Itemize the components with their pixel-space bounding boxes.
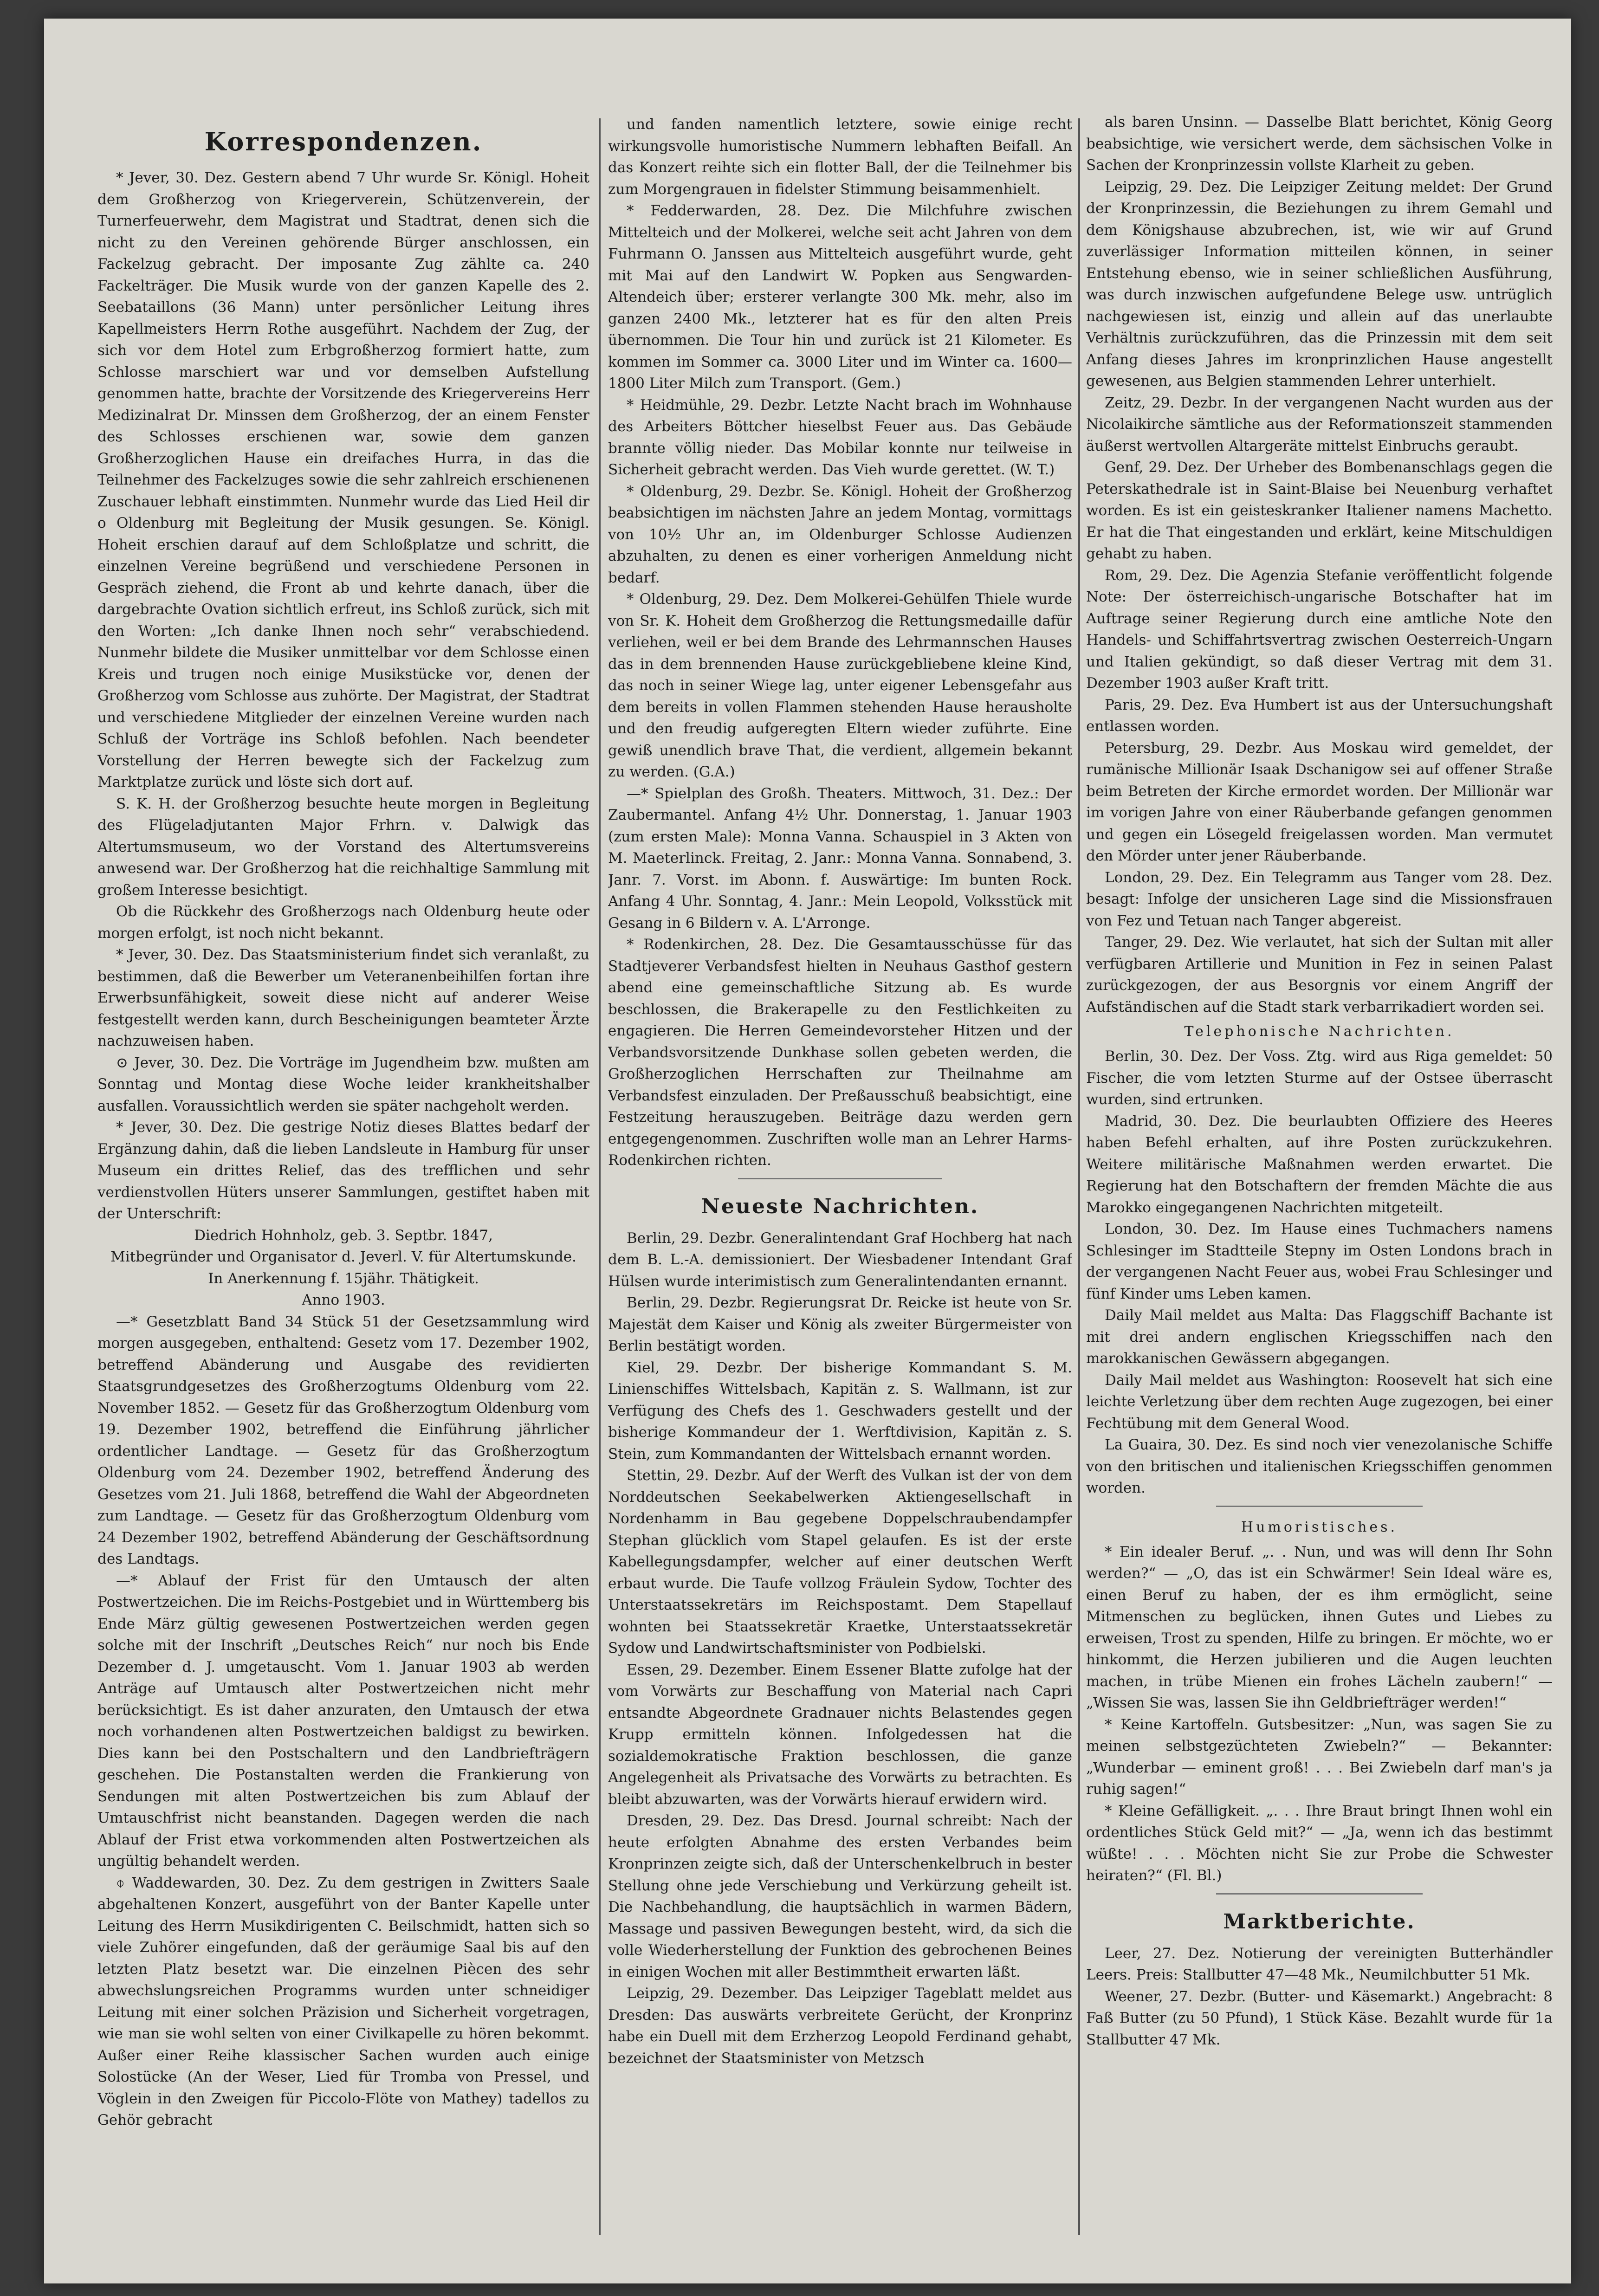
article: Essen, 29. Dezember. Einem Essener Blatte zufolge hat der vom Vorwärts zur Beschaffung von Material nach Capri entsandte Abgeordnete Gradnauer nichts Belastendes gegen Krupp ermitteln können. Infolgedessen hat die sozialdemokratische Fraktion beschlossen, die ganze Angelegenheit als Privatsache des Vorwärts zu betrachten. Es bleibt abzuwarten, was der Vorwärts hierauf erwidern wird. [608,1661,1072,1808]
article: * Jever, 30. Dez. Die gestrige Notiz dieses Blattes bedarf der Ergänzung dahin, daß die lieben Landsleute in Hamburg für unser Museum ein drittes Relief, das des trefflichen und sehr verdienstvollen Hüters unserer Sammlungen, gestiftet haben mit der Unterschrift: [97,1119,589,1222]
article: Kiel, 29. Dezbr. Der bisherige Kommandant S. M. Linienschiffes Wittelsbach, Kapitän z. S. Wallmann, ist zur Verfügung des Chefs des 1. Geschwaders gestellt und der bisherige Kommandeur der 1. Werftdivision, Kapitän z. S. Stein, zum Kommandanten der Wittelsbach ernannt worden. [608,1359,1072,1462]
article: Berlin, 29. Dezbr. Regierungsrat Dr. Reicke ist heute von Sr. Majestät dem Kaiser und König als zweiter Bürgermeister von Berlin bestätigt worden. [608,1294,1072,1354]
article: Daily Mail meldet aus Malta: Das Flaggschiff Bachante ist mit drei andern englischen Kriegsschiffen nach den marokkanischen Gewässern abgegangen. [1086,1307,1553,1367]
article: * Jever, 30. Dez. Gestern abend 7 Uhr wurde Sr. Königl. Hoheit dem Großherzog von Kriegerverein, Schützenverein, der Turnerfeuerwehr, dem Magistrat und Stadtrat, denen sich die nicht zu den Vereinen gehörende Bürger anschlossen, ein Fackelzug gebracht. Der imposante Zug zählte ca. 240 Fackelträger. Die Musik wurde von der ganzen Kapelle des 2. Seebataillons (36 Mann) unter persönlicher Leitung ihres Kapellmeisters Herrn Rothe ausgeführt. Nachdem der Zug, der sich vor dem Hotel zum Erbgroßherzog formiert hatte, zum Schlosse marschiert war und vor demselben Aufstellung genommen hatte, brachte der Vorsitzende des Kriegervereins Herr Medizinalrat Dr. Minssen dem Großherzog, der an einem Fenster des Schlosses erschienen war, sowie dem ganzen Großherzoglichen Hause ein dreifaches Hurra, in das die Teilnehmer des Fackelzuges sowie die sehr zahlreich erschienenen Zuschauer lebhaft einstimmten. Nunmehr wurde das Lied Heil dir o Oldenburg mit Begleitung der Musik gesungen. Se. Königl. Hoheit erschien darauf auf dem Schloßplatze und schritt, die einzelnen Vereine begrüßend und verschiedene Personen in Gespräch ziehend, die Front ab und kehrte danach, über die dargebrachte Ovation sichtlich erfreut, ins Schloß zurück, sich mit den Worten: „Ich danke Ihnen noch sehr“ verabschiedend. Nunmehr bildete die Musiker unmittelbar vor dem Schlosse einen Kreis und trugen noch einige Musikstücke vor, denen der Großherzog vom Schlosse aus zuhörte. Der Magistrat, der Stadtrat und verschiedene Mitglieder der einzelnen Vereine wurden nach Schluß der Vorträge ins Schloß befohlen. Nach beendeter Vorstellung der Herren bewegte sich der Fackelzug zum Marktplatze zurück und löste sich dort auf. [97,169,589,790]
article: London, 30. Dez. Im Hause eines Tuchmachers namens Schlesinger im Stadtteile Stepny im Osten Londons brach in der vergangenen Nacht Feuer aus, wobei Frau Schlesinger und fünf Kinder ums Leben kamen. [1086,1221,1553,1302]
section-heading-korrespondenzen: Korrespondenzen. [204,127,483,156]
section-heading-telephonische-nachrichten: Telephonische Nachrichten. [1184,1023,1455,1040]
article: Leipzig, 29. Dez. Die Leipziger Zeitung meldet: Der Grund der Kronprinzessin, die Beziehungen zu ihrem Gemahl und dem Königshause abzubrechen, ist, wie wir auf Grund zuverlässiger Information mitteilen können, in seiner Entstehung ebenso, wie in seiner schließlichen Ausführung, was durch inzwischen aufgefundene Belege usw. untrüglich nachgewiesen ist, einzig und allein auf das unerlaubte Verhältnis zurückzuführen, das die Prinzessin mit dem seit Anfang dieses Jahres im kronprinzlichen Hause angestellt gewesenen, aus Belgien stammenden Lehrer unterhielt. [1086,178,1553,389]
article: * Heidmühle, 29. Dezbr. Letzte Nacht brach im Wohnhause des Arbeiters Böttcher hieselbst Feuer aus. Das Gebäude brannte völlig nieder. Das Mobilar konnte nur teilweise in Sicherheit gebracht werden. Das Vieh wurde gerettet. (W. T.) [608,396,1072,478]
column-rule [1078,118,1080,2235]
article: * Fedderwarden, 28. Dez. Die Milchfuhre zwischen Mittelteich und der Molkerei, welche seit acht Jahren von dem Fuhrmann O. Janssen aus Mittelteich ausgeführt wurde, geht mit Mai auf den Landwirt W. Popken aus Sengwarden-Altendeich über; ersterer verlangte 300 Mk. mehr, also im ganzen 2400 Mk., letzterer hat es für den alten Preis übernommen. Die Tour hin und zurück ist 21 Kilometer. Es kommen im Sommer ca. 3000 Liter und im Winter ca. 1600—1800 Liter Milch zum Transport. (Gem.) [608,202,1072,392]
article: Tanger, 29. Dez. Wie verlautet, hat sich der Sultan mit aller verfügbaren Artillerie und Munition in Fez in seinen Palast zurückgezogen, der aus Besorgnis vor einem Angriff der Aufständischen auf die Stadt stark verbarrikadiert worden sei. [1086,934,1553,1015]
column-3 [1086,111,1553,2270]
section-heading-neueste-nachrichten: Neueste Nachrichten. [701,1194,979,1218]
column-1 [97,116,589,2274]
article: Petersburg, 29. Dezbr. Aus Moskau wird gemeldet, der rumänische Millionär Isaak Dschanigow sei auf offener Straße beim Betreten der Kirche ermordet worden. Der Millionär war im vorigen Jahre von einer Räuberbande gefangen genommen und gegen ein Lösegeld freigelassen worden. Man vermutet den Mörder unter jener Räuberbande. [1086,739,1553,864]
article: Leipzig, 29. Dezember. Das Leipziger Tageblatt meldet aus Dresden: Das auswärts verbreitete Gerücht, der Kronprinz habe ein Duell mit dem Erzherzog Leopold Ferdinand gehabt, bezeichnet der Staatsminister von Metzsch [608,1985,1072,2067]
article: Madrid, 30. Dez. Die beurlaubten Offiziere des Heeres haben Befehl erhalten, auf ihre Posten zurückzukehren. Weitere militärische Maßnahmen werden erwartet. Die Regierung hat den Botschaftern der fremden Mächte die aus Marokko eingegangenen Nachrichten mitgeteilt. [1086,1112,1553,1216]
article: Zeitz, 29. Dezbr. In der vergangenen Nacht wurden aus der Nicolaikirche sämtliche aus der Reformationszeit stammenden äußerst wertvollen Altargeräte mittelst Einbruchs geraubt. [1086,394,1553,454]
article: ⊙ Jever, 30. Dez. Die Vorträge im Jugendheim bzw. mußten am Sonntag und Montag diese Woche leider krankheitshalber ausfallen. Voraussichtlich werden sie später nachgeholt werden. [97,1054,589,1114]
article: Dresden, 29. Dez. Das Dresd. Journal schreibt: Nach der heute erfolgten Abnahme des ersten Verbandes beim Kronprinzen zeigte sich, daß der Unterschenkelbruch in bester Stellung ohne jede Verschiebung und Verkürzung geheilt ist. Die Nachbehandlung, die hauptsächlich in warmen Bädern, Massage und passiven Bewegungen besteht, wird, da sich die volle Wiederherstellung der Funktion des gebrochenen Beines in einigen Wochen mit aller Bestimmtheit erwarten läßt. [608,1812,1072,1980]
inscription-line: In Anerkennung f. 15jähr. Thätigkeit. [208,1270,479,1287]
article: Stettin, 29. Dezbr. Auf der Werft des Vulkan ist der von dem Norddeutschen Seekabelwerken Aktiengesellschaft in Nordenhamm in Bau gegebene Doppelschraubendampfer Stephan glücklich vom Stapel gelaufen. Es ist der erste Kabellegungsdampfer, welcher auf einer deutschen Werft erbaut wurde. Die Taufe vollzog Fräulein Sydow, Tochter des Unterstaatssekretärs im Reichspostamt. Dem Stapellauf wohnten bei Staatssekretär Kraetke, Unterstaatssekretär Sydow und Landwirtschaftsminister von Podbielski. [608,1467,1072,1656]
article: * Rodenkirchen, 28. Dez. Die Gesamtausschüsse für das Stadtjeverer Verbandsfest hielten in Neuhaus Gasthof gestern abend eine gemeinschaftliche Sitzung ab. Es wurde beschlossen, die Brakerapelle zu den Festlichkeiten zu engagieren. Die Herren Gemeindevorsteher Hitzen und der Verbandsvorsitzende Dunkhase sollen gebeten werden, die Großherzoglichen Herrschaften zur Theilnahme am Verbandsfest einzuladen. Der Preßausschuß beabsichtigt, eine Festzeitung herauszugeben. Beiträge dazu werden gern entgegengenommen. Zuschriften wolle man an Lehrer Harms-Rodenkirchen richten. [608,936,1072,1169]
article: * Oldenburg, 29. Dezbr. Se. Königl. Hoheit der Großherzog beabsichtigen im nächsten Jahre an jedem Montag, vormittags von 10½ Uhr an, im Oldenburger Schlosse Audienzen abzuhalten, zu denen es einer vorherigen Anmeldung nicht bedarf. [608,483,1072,586]
inscription-line: Mitbegründer und Organisator d. Jeverl. V. für Altertumskunde. [110,1248,576,1265]
article: —* Spielplan des Großh. Theaters. Mittwoch, 31. Dez.: Der Zaubermantel. Anfang 4½ Uhr. Donnerstag, 1. Januar 1903 (zum ersten Male): Monna Vanna. Schauspiel in 3 Akten von M. Maeterlinck. Freitag, 2. Janr.: Monna Vanna. Sonnabend, 3. Janr. 7. Vorst. im Abonn. f. Auswärtige: Im bunten Rock. Anfang 4 Uhr. Sonntag, 4. Janr.: Mein Leopold, Volksstück mit Gesang in 6 Bildern v. A. L'Arronge. [608,785,1072,931]
article: * Oldenburg, 29. Dez. Dem Molkerei-Gehülfen Thiele wurde von Sr. K. Hoheit dem Großherzog die Rettungsmedaille dafür verliehen, weil er bei dem Brande des Lehrmannschen Hauses das in dem brennenden Hause zurückgebliebene kleine Kind, das noch in seiner Wiege lag, unter eigener Lebensgefahr aus dem bereits in vollen Flammen stehenden Hause herausholte und den freudig aufgeregten Eltern wieder zuführte. Eine gewiß unendlich brave That, die verdient, allgemein bekannt zu werden. (G.A.) [608,591,1072,780]
article: —* Ablauf der Frist für den Umtausch der alten Postwertzeichen. Die im Reichs-Postgebiet und in Württemberg bis Ende März gültig gewesenen Postwertzeichen werden gegen solche mit der Inschrift „Deutsches Reich“ nur noch bis Ende Dezember d. J. umgetauscht. Vom 1. Januar 1903 ab werden Anträge auf Umtausch alter Postwertzeichen nicht mehr berücksichtigt. Es ist daher anzuraten, den Umtausch der etwa noch vorhandenen alten Postwertzeichen baldigst zu bewirken. Dies kann bei den Postschaltern und den Landbriefträgern geschehen. Die Postanstalten werden die Frankierung von Sendungen mit alten Postwertzeichen bis zum Ablauf der Umtauschfrist nicht beanstanden. Dagegen werden die nach Ablauf der Frist etwa vorkommenden alten Postwertzeichen als ungültig behandelt werden. [97,1572,589,1869]
article: S. K. H. der Großherzog besuchte heute morgen in Begleitung des Flügeladjutanten Major Frhrn. v. Dalwigk das Altertumsmuseum, wo der Vorstand des Altertumsvereins anwesend war. Der Großherzog hat die reichhaltige Sammlung mit großem Interesse besichtigt. [97,795,589,899]
separator [1216,1506,1423,1507]
article: als baren Unsinn. — Dasselbe Blatt berichtet, König Georg beabsichtige, wie versichert werde, dem sächsischen Volke in Sachen der Kronprinzessin vollste Klarheit zu geben. [1086,114,1553,174]
article: Berlin, 29. Dezbr. Generalintendant Graf Hochberg hat nach dem B. L.-A. demissioniert. Der Wiesbadener Intendant Graf Hülsen wurde interimistisch zum Generalintendanten ernannt. [608,1229,1072,1290]
article: Ob die Rückkehr des Großherzogs nach Oldenburg heute oder morgen erfolgt, ist noch nicht bekannt. [97,903,589,942]
article: * Keine Kartoffeln. Gutsbesitzer: „Nun, was sagen Sie zu meinen selbstgezüchteten Zwiebeln?“ — Bekannter: „Wunderbar — eminent groß! . . . Bei Zwiebeln darf man's ja ruhig sagen!“ [1086,1716,1553,1798]
inscription-line: Anno 1903. [302,1292,385,1308]
article: und fanden namentlich letztere, sowie einige recht wirkungsvolle humoristische Nummern lebhaften Beifall. An das Konzert reihte sich ein flotter Ball, der die Teilnehmer bis zum Morgengrauen in fidelster Stimmung beisammenhielt. [608,116,1072,198]
article: Weener, 27. Dezbr. (Butter- und Käsemarkt.) Angebracht: 8 Faß Butter (zu 50 Pfund), 1 Stück Käse. Bezahlt wurde für 1a Stallbutter 47 Mk. [1086,1988,1553,2048]
article: Rom, 29. Dez. Die Agenzia Stefanie veröffentlicht folgende Note: Der österreichisch-ungarische Botschafter hat im Auftrage seiner Regierung durch eine amtliche Note den Handels- und Schiffahrtsvertrag zwischen Oesterreich-Ungarn und Italien gekündigt, so daß dieser Vertrag mit dem 31. Dezember 1903 außer Kraft tritt. [1086,567,1553,692]
column-rule [599,118,601,2235]
article: —* Gesetzblatt Band 34 Stück 51 der Gesetzsammlung wird morgen ausgegeben, enthaltend: Gesetz vom 17. Dezember 1902, betreffend Abänderung und Ausgabe des revidierten Staatsgrundgesetzes des Großherzogtums Oldenburg vom 22. November 1852. — Gesetz für das Großherzogtum Oldenburg vom 19. Dezember 1902, betreffend die Einführung jährlicher ordentlicher Landtage. — Gesetz für das Großherzogtum Oldenburg vom 24. Dezember 1902, betreffend Änderung des Gesetzes vom 21. Juli 1868, betreffend die Wahl der Abgeordneten zum Landtage. — Gesetz für das Großherzogtum Oldenburg vom 24 Dezember 1902, betreffend Abänderung der Geschäftsordnung des Landtags. [97,1313,589,1567]
article: * Jever, 30. Dez. Das Staatsministerium findet sich veranlaßt, zu bestimmen, daß die Bewerber um Veteranenbeihilfen fortan ihre Erwerbsunfähigkeit, soweit diese nicht auf anderer Weise festgestellt werden kann, durch Bescheinigungen beamteter Ärzte nachzuweisen haben. [97,946,589,1049]
article: Paris, 29. Dez. Eva Humbert ist aus der Untersuchungshaft entlassen worden. [1086,696,1553,735]
article: ⌽ Waddewarden, 30. Dez. Zu dem gestrigen in Zwitters Saale abgehaltenen Konzert, ausgeführt von der Banter Kapelle unter Leitung des Herrn Musikdirigenten C. Beilschmidt, hatten sich so viele Zuhörer eingefunden, daß der geräumige Saal bis auf den letzten Platz besetzt war. Die einzelnen Piècen des sehr abwechslungsreichen Programms wurden unter schneidiger Leitung mit einer solchen Präzision und Sicherheit vorgetragen, wie man sie wohl selten von einer Civilkapelle zu hören bekommt. Außer einer Reihe klassischer Sachen wurden auch einige Solostücke (An der Weser, Lied für Tromba von Pressel, und Vöglein in den Zweigen für Piccolo-Flöte von Mathey) tadellos zu Gehör gebracht [97,1874,589,2128]
article: Genf, 29. Dez. Der Urheber des Bombenanschlags gegen die Peterskathedrale ist in Saint-Blaise bei Neuenburg verhaftet worden. Es ist ein geisteskranker Italiener namens Machetto. Er hat die That eingestanden und erklärt, keine Mitschuldigen gehabt zu haben. [1086,459,1553,562]
column-2 [608,114,1072,2272]
article: Leer, 27. Dez. Notierung der vereinigten Butterhändler Leers. Preis: Stallbutter 47—48 Mk., Neumilchbutter 51 Mk. [1086,1945,1553,1983]
section-heading-humoristisches: Humoristisches. [1241,1519,1398,1535]
article: London, 29. Dez. Ein Telegramm aus Tanger vom 28. Dez. besagt: Infolge der unsicheren Lage sind die Missionsfrauen von Fez und Tetuan nach Tanger abgereist. [1086,869,1553,929]
inscription-line: Diedrich Hohnholz, geb. 3. Septbr. 1847, [194,1227,493,1244]
article: Daily Mail meldet aus Washington: Roosevelt hat sich eine leichte Verletzung über dem rechten Auge zugezogen, bei einer Fechtübung mit dem General Wood. [1086,1371,1553,1432]
newspaper-page [44,19,1571,2283]
section-heading-marktberichte: Marktberichte. [1223,1909,1416,1934]
article: * Ein idealer Beruf. „. . Nun, und was will denn Ihr Sohn werden?“ — „O, das ist ein Schwärmer! Sein Ideal wäre es, einen Beruf zu haben, der es ihm ermöglicht, seine Mitmenschen zu beglücken, ihnen Gutes und Liebes zu erweisen, Trost zu spenden, Hilfe zu bringen. Er möchte, wo er hinkommt, die Herzen jubilieren und die Augen leuchten machen, in trübe Mienen ein frohes Lächeln zaubern!“ — „Wissen Sie was, lassen Sie ihn Geldbriefträger werden!“ [1086,1543,1553,1711]
separator [1216,1893,1423,1895]
article: * Kleine Gefälligkeit. „. . . Ihre Braut bringt Ihnen wohl ein ordentliches Stück Geld mit?“ — „Ja, wenn ich das bestimmt wüßte! . . . Möchten nicht Sie zur Probe die Schwester heiraten?“ (Fl. Bl.) [1086,1802,1553,1884]
separator [738,1178,942,1179]
article: Berlin, 30. Dez. Der Voss. Ztg. wird aus Riga gemeldet: 50 Fischer, die vom letzten Sturme auf der Ostsee überrascht wurden, sind ertrunken. [1086,1048,1553,1108]
article: La Guaira, 30. Dez. Es sind noch vier venezolanische Schiffe von den britischen und italienischen Kriegsschiffen genommen worden. [1086,1436,1553,1496]
